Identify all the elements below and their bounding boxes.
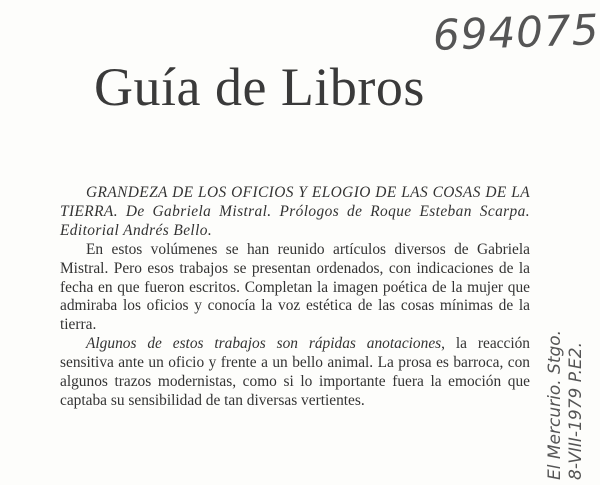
book-review xyxy=(60,184,530,411)
review-paragraph-2-italic: Algunos de estos trabajos son rápidas anotaciones xyxy=(86,335,442,353)
review-paragraph-2-rest: , la reacción sensitiva ante un oficio y frente a un bello animal. La prosa es barroca, con algunos trazos modernistas, como si lo importante fuera la emoción que captaba su sensibilidad de tan diversas vertientes. xyxy=(60,335,530,409)
handwritten-catalog-number: 694075 xyxy=(432,5,600,60)
source-note-publication: El Mercurio. Stgo. xyxy=(545,329,565,480)
handwritten-source-note xyxy=(545,330,587,480)
source-note-date: 8-VIII-1979 P.E2. xyxy=(566,341,586,480)
section-heading: Guía de Libros xyxy=(94,57,425,117)
review-paragraph-2 xyxy=(60,335,530,411)
review-paragraph-1: En estos volúmenes se han reunido artículos diversos de Gabriela Mistral. Pero esos trabajos se presentan ordenados, con indicaciones de la fecha en que fueron escritos. Completan la imagen poética de la mujer que admiraba los oficios y conocía la voz estética de las cosas mínimas de la tierra. xyxy=(60,240,530,334)
book-title-credits: GRANDEZA DE LOS OFICIOS Y ELOGIO DE LAS COSAS DE LA TIERRA. De Gabriela Mistral. Prólogos de Roque Esteban Scarpa. Editorial Andrés Bello. xyxy=(60,184,530,239)
